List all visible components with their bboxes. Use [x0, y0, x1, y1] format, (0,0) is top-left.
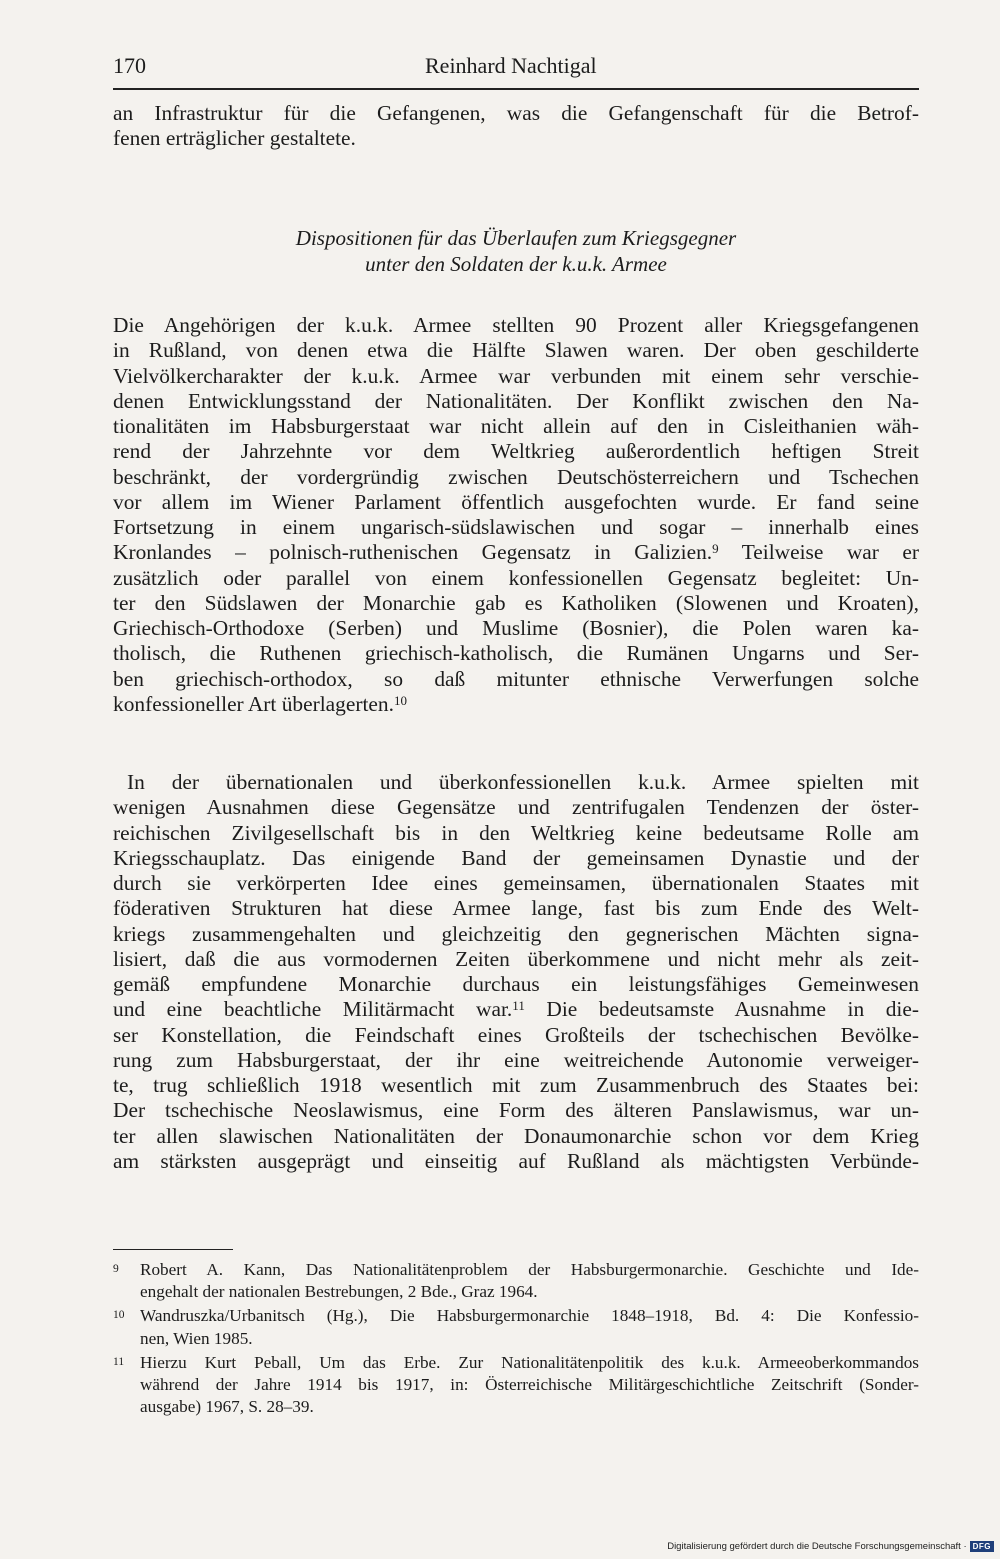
- credit-text: Digitalisierung gefördert durch die Deutsche Forschungsgemeinschaft ·: [667, 1541, 967, 1552]
- digitization-credit: [667, 1540, 994, 1554]
- text-line: ben griechisch-orthodox, so daß mitunter ethnische Verwerfungen solche: [113, 666, 919, 691]
- text-line: Vielvölkercharakter der k.u.k. Armee war verbunden mit einem sehr verschie-: [113, 363, 919, 388]
- dfg-logo: DFG: [970, 1541, 994, 1552]
- text-line: Der tschechische Neoslawismus, eine Form des älteren Panslawismus, war un-: [113, 1098, 919, 1123]
- text-segment: Teilweise war er: [718, 540, 919, 565]
- text-line-with-footnote: [113, 997, 919, 1022]
- text-line: fenen erträglicher gestaltete.: [113, 126, 356, 151]
- text-line-with-footnote: [113, 692, 919, 717]
- footnote-line: Hierzu Kurt Peball, Um das Erbe. Zur Nationalitätenpolitik des k.u.k. Armeeoberkommandos: [140, 1352, 919, 1372]
- text-segment: Kronlandes – polnisch-ruthenischen Gegensatz in Galizien.: [113, 540, 713, 565]
- text-line: kriegs zusammengehalten und gleichzeitig den gegnerischen Mächten signa-: [113, 921, 919, 946]
- text-segment: und eine beachtliche Militärmacht war.: [113, 997, 513, 1022]
- text-line: Griechisch-Orthodoxe (Serben) und Muslime (Bosnier), die Polen waren ka-: [113, 616, 919, 640]
- text-line: zusätzlich oder parallel von einem konfessionellen Gegensatz begleitet: Un-: [113, 565, 919, 590]
- running-head: [113, 48, 917, 84]
- paragraph-2: [113, 770, 919, 1174]
- footnote-rule: [113, 1249, 233, 1250]
- text-line: Die Angehörigen der k.u.k. Armee stellten 90 Prozent aller Kriegsgefangenen: [113, 313, 919, 337]
- footnote-line: nen, Wien 1985.: [140, 1328, 253, 1348]
- footnote-line: während der Jahre 1914 bis 1917, in: Österreichische Militärgeschichtliche Zeitschrift (Sonder-: [140, 1374, 919, 1394]
- footnote-number: 11: [113, 1355, 125, 1368]
- footnote-line: ausgabe) 1967, S. 28–39.: [140, 1397, 314, 1417]
- text-line-with-footnote: [113, 540, 919, 565]
- footnote-number: 10: [113, 1309, 125, 1322]
- text-segment: konfessioneller Art überlagerten.: [113, 691, 394, 716]
- text-line: Fortsetzung in einem ungarisch-südslawischen und sogar – innerhalb eines: [113, 515, 919, 539]
- text-line: reichischen Zivilgesellschaft bis in den Weltkrieg keine bedeutsame Rolle am: [113, 820, 919, 845]
- text-line: in Rußland, von denen etwa die Hälfte Slawen waren. Der oben geschilderte: [113, 338, 919, 363]
- section-heading: [113, 225, 919, 277]
- header-rule: [113, 88, 919, 90]
- footnote-reference[interactable]: 9: [712, 541, 719, 557]
- text-line: beschränkt, der vordergründig zwischen Deutschösterreichern und Tschechen: [113, 464, 919, 489]
- paragraph-1: [113, 313, 919, 717]
- footnote-line: engehalt der nationalen Bestrebungen, 2 Bde., Graz 1964.: [140, 1282, 538, 1302]
- text-line: rung zum Habsburgerstaat, der ihr eine weitreichende Autonomie verweiger-: [113, 1047, 919, 1072]
- text-line: ter allen slawischen Nationalitäten der Donaumonarchie schon vor dem Krieg: [113, 1123, 919, 1148]
- footnote-reference[interactable]: 11: [512, 998, 525, 1014]
- text-line: te, trug schließlich 1918 wesentlich mit zum Zusammenbruch des Staates bei:: [113, 1073, 919, 1097]
- running-head-author: Reinhard Nachtigal: [425, 53, 597, 78]
- text-line: föderativen Strukturen hat diese Armee lange, fast bis zum Ende des Welt-: [113, 896, 919, 921]
- footnote-line: Wandruszka/Urbanitsch (Hg.), Die Habsburgermonarchie 1848–1918, Bd. 4: Die Konfessio-: [140, 1306, 919, 1326]
- text-line: vor allem im Wiener Parlament öffentlich ausgefochten wurde. Er fand seine: [113, 489, 919, 514]
- footnote-9: [113, 1259, 919, 1303]
- text-line: tionalitäten im Habsburgerstaat war nicht allein auf den in Cisleithanien wäh-: [113, 414, 919, 438]
- text-line: ter den Südslawen der Monarchie gab es Katholiken (Slowenen und Kroaten),: [113, 590, 919, 615]
- text-line: tholisch, die Ruthenen griechisch-katholisch, die Rumänen Ungarns und Ser-: [113, 641, 919, 666]
- text-line: gemäß empfundene Monarchie durchaus ein leistungsfähiges Gemeinwesen: [113, 972, 919, 996]
- text-line: ser Konstellation, die Feindschaft eines Großteils der tschechischen Bevölke-: [113, 1022, 919, 1047]
- text-line: wenigen Ausnahmen diese Gegensätze und zentrifugalen Tendenzen der öster-: [113, 795, 919, 820]
- text-segment: Die bedeutsamste Ausnahme in die-: [524, 997, 919, 1022]
- text-line: denen Entwicklungsstand der Nationalitäten. Der Konflikt zwischen den Na-: [113, 388, 919, 413]
- text-line: durch sie verkörperten Idee eines gemeinsamen, übernationalen Staates mit: [113, 871, 919, 895]
- section-heading-line: Dispositionen für das Überlaufen zum Kriegsgegner: [295, 226, 737, 250]
- footnote-reference[interactable]: 10: [393, 692, 407, 708]
- text-line: In der übernationalen und überkonfessionellen k.u.k. Armee spielten mit: [127, 770, 919, 794]
- text-line: rend der Jahrzehnte vor dem Weltkrieg außerordentlich heftigen Streit: [113, 439, 919, 464]
- footnote-line: Robert A. Kann, Das Nationalitätenproblem der Habsburgermonarchie. Geschichte und Ide-: [140, 1260, 919, 1279]
- page-number: 170: [113, 53, 146, 78]
- footnote-10: [113, 1305, 919, 1349]
- footnotes: [113, 1259, 919, 1420]
- footnote-11: [113, 1352, 919, 1419]
- section-heading-line: unter den Soldaten der k.u.k. Armee: [365, 252, 667, 276]
- footnote-number: 9: [113, 1263, 119, 1275]
- text-line: Kriegsschauplatz. Das einigende Band der gemeinsamen Dynastie und der: [113, 845, 919, 870]
- text-line: lisiert, daß die aus vormodernen Zeiten überkommene und nicht mehr als zeit-: [113, 946, 919, 971]
- text-line: am stärksten ausgeprägt und einseitig auf Rußland als mächtigsten Verbünde-: [113, 1148, 919, 1173]
- text-line: an Infrastruktur für die Gefangenen, was die Gefangenschaft für die Betrof-: [113, 101, 919, 125]
- lead-paragraph: [113, 101, 919, 152]
